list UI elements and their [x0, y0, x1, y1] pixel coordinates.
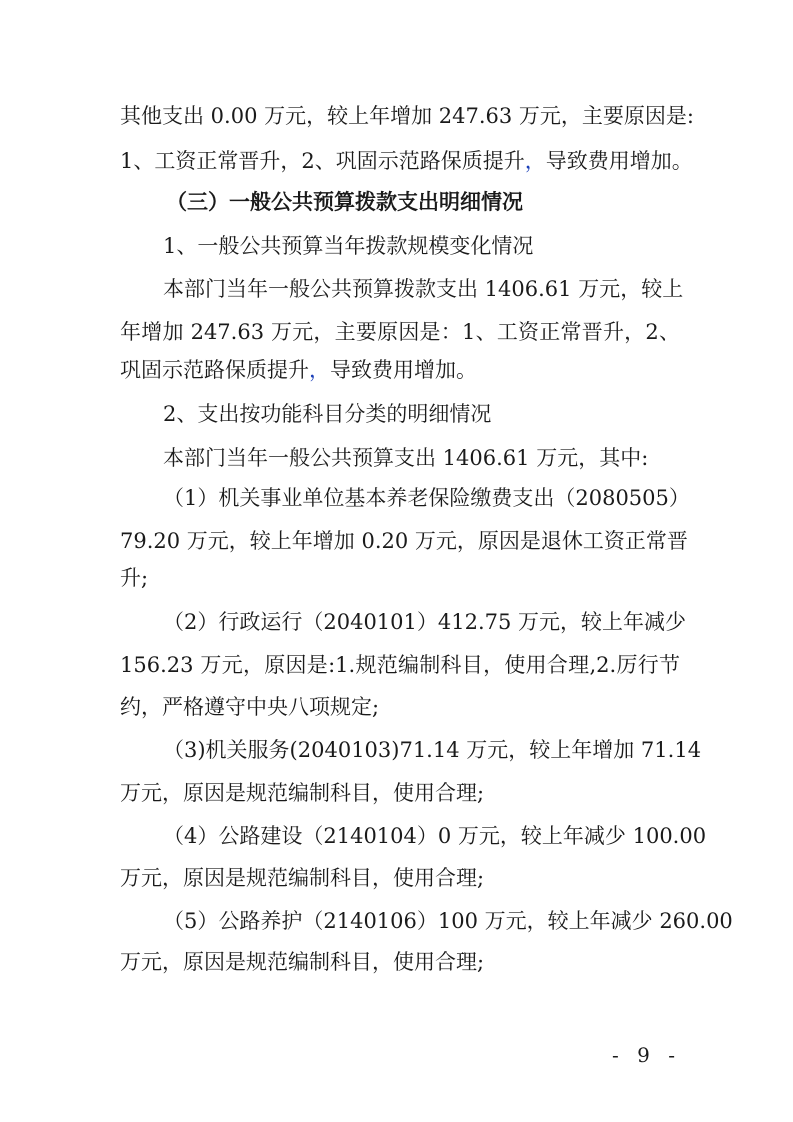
paragraph-line: 万元，原因是规范编制科目，使用合理;	[120, 781, 485, 805]
paragraph-line: （1）机关事业单位基本养老保险缴费支出（2080505）	[163, 486, 690, 510]
text-span: 巩固示范路保质提升	[120, 358, 309, 382]
paragraph-line: 万元，原因是规范编制科目，使用合理;	[120, 950, 485, 974]
paragraph-line: （5）公路养护（2140106）100 万元，较上年减少 260.00	[163, 909, 733, 933]
paragraph-line: 万元，原因是规范编制科目，使用合理;	[120, 866, 485, 890]
paragraph-line: 其他支出 0.00 万元，较上年增加 247.63 万元，主要原因是:	[120, 104, 695, 128]
paragraph-line: 约，严格遵守中央八项规定;	[120, 695, 380, 719]
paragraph-line: 年增加 247.63 万元，主要原因是：1、工资正常晋升，2、	[120, 320, 680, 344]
text-span: 导致费用增加。	[545, 149, 693, 173]
paragraph-line	[120, 147, 693, 175]
highlighted-comma: ，	[309, 358, 330, 382]
paragraph-line: 升;	[120, 566, 149, 590]
paragraph-line: 本部门当年一般公共预算拨款支出 1406.61 万元，较上	[163, 277, 684, 301]
section-heading: （三）一般公共预算拨款支出明细情况	[166, 189, 523, 214]
paragraph-line: （2）行政运行（2040101）412.75 万元，较上年减少	[163, 610, 687, 634]
highlighted-comma: ，	[524, 149, 546, 173]
page-number: - 9 -	[612, 1043, 681, 1067]
paragraph-line: （3)机关服务(2040103)71.14 万元，较上年增加 71.14	[163, 738, 702, 762]
paragraph-line: 156.23 万元，原因是:1.规范编制科目，使用合理,2.厉行节	[120, 653, 680, 677]
paragraph-line: （4）公路建设（2140104）0 万元，较上年减少 100.00	[163, 824, 707, 848]
text-span: 导致费用增加。	[330, 358, 477, 382]
paragraph-line	[120, 356, 680, 384]
paragraph-line: 本部门当年一般公共预算支出 1406.61 万元，其中:	[163, 446, 649, 470]
text-span: 1、工资正常晋升，2、巩固示范路保质提升	[120, 149, 525, 173]
subsection-heading: 2、支出按功能科目分类的明细情况	[163, 402, 492, 426]
paragraph-line: 79.20 万元，较上年增加 0.20 万元，原因是退休工资正常晋	[120, 529, 688, 553]
subsection-heading: 1、一般公共预算当年拨款规模变化情况	[163, 234, 534, 258]
